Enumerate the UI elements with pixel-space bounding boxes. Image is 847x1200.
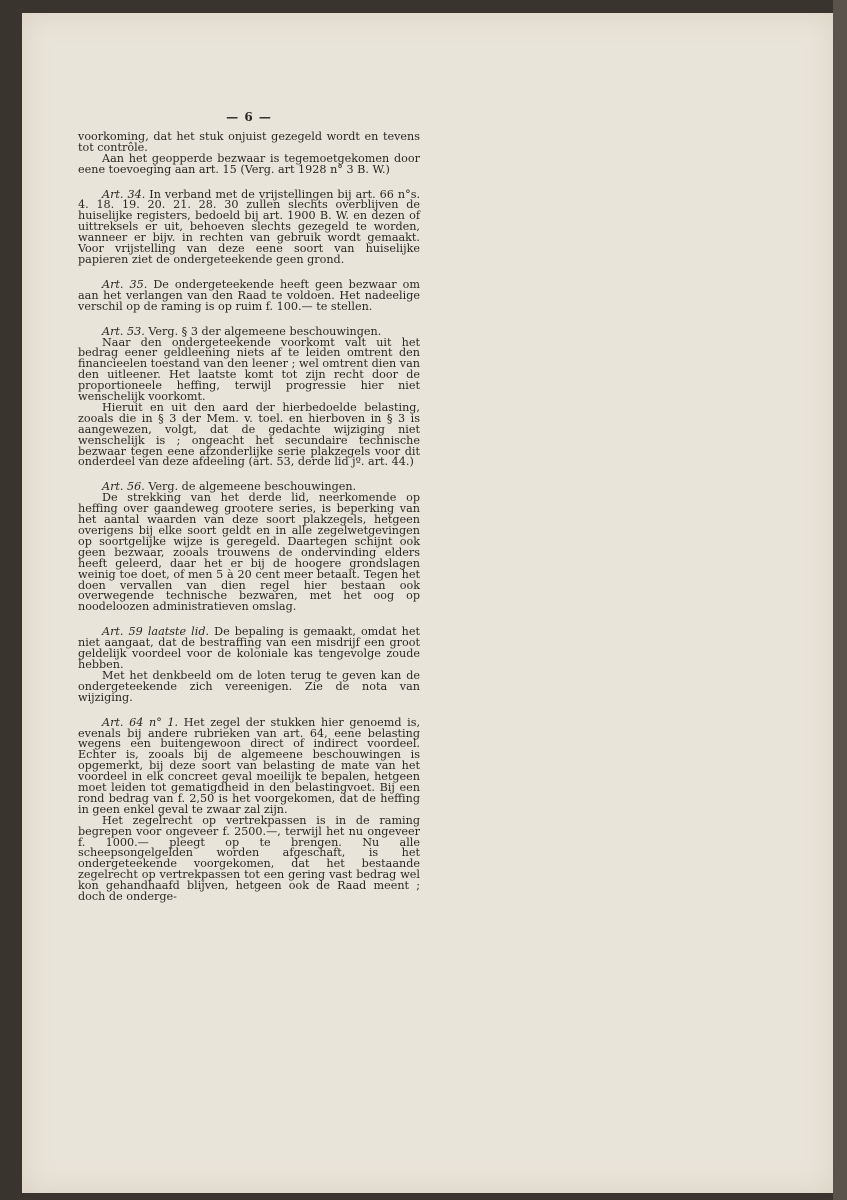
paragraph [78,668,420,704]
paragraph-text: Verg. § 3 der algemeene beschouwingen. [144,324,382,338]
article-label: Art. 53. [102,324,145,338]
paragraph [78,277,420,313]
section-art-64 [78,715,421,904]
text-column [78,112,420,903]
article-label: Art. 56. [102,480,145,494]
paragraph-text: voorkoming, dat het stuk onjuist gezegeld wordt en tevens tot contrôle. [78,129,420,154]
paragraph-text: Het zegel der stukken hier genoemd is, evenals bij andere rubrieken van art. 64, eene belasting wegens een buitengewoon direct of indirect voordeel. Echter is, zooals bij de algemeene beschouwingen is opgemerkt, bij deze soort van belasting de mate van het voordeel in elk concreet geval moeilijk te bepalen, hetgeen moet leiden tot gematigdheid in den belastingvoet. Bij een rond bedrag van f. 2,50 is het voorgekomen, dat de heffing in geen enkel geval te zwaar zal zijn. [78,715,421,816]
paragraph [78,627,420,671]
paragraph [78,151,420,176]
paragraph [78,187,421,266]
article-label: Art. 59 laatste lid. [102,625,210,639]
section-art-34 [78,187,421,266]
paragraph [78,335,420,404]
section-intro [78,129,420,176]
paragraph-text: Hieruit en uit den aard der hierbedoelde belasting, zooals die in § 3 der Mem. v. toel. en hierboven in § 3 is aangewezen, volgt, dat de gedachte wijziging niet wenschelijk is ; ongeacht het secundaire technische bezwaar tegen eene afzonderlijke serie plakzegels voor dit onderdeel van deze afdeeling (art. 53, derde lid jº. art. 44.) [78,400,420,469]
paragraph-text: Aan het geopperde bezwaar is tegemoetgekomen door eene toevoeging aan art. 15 (Verg. art 1928 n° 3 B. W.) [78,151,420,176]
section-art-53 [78,324,420,469]
paragraph [78,715,421,816]
article-label: Art. 34. [102,187,146,201]
scan-edge [833,0,847,1200]
paragraph-text: De bepaling is gemaakt, omdat het niet aangaat, dat de bestraffing van een misdrijf een groot geldelijk voordeel voor de koloniale kas tengevolge zoude hebben. [78,625,420,671]
paragraph [78,813,420,904]
section-art-56 [78,482,420,613]
paragraph [78,493,420,613]
paragraph-text: Met het denkbeeld om de loten terug te geven kan de ondergeteekende zich vereenigen. Zie de nota van wijziging. [78,668,420,704]
paragraph-text: Het zegelrecht op vertrekpassen is in de raming begrepen voor ongeveer f. 2500.—, terwijl het nu ongeveer f. 1000.— pleegt op te brengen. Nu alle scheepsongelgelden worden afgeschaft, is het ondergeteekende voorgekomen, dat het bestaande zegelrecht op vertrekpassen tot een gering vast bedrag wel kon gehandhaafd blijven, hetgeen ook de Raad meent ; doch de onderge- [78,813,420,904]
paragraph-text: De strekking van het derde lid, neerkomende op heffing over gaandeweg grootere series, is beperking van het aantal waarden van deze soort plakzegels, hetgeen overigens bij elke soort geldt en in alle zegelwetgevingen op soortgelijke wijze is geregeld. Daartegen schijnt ook geen bezwaar, zooals trouwens de ondervinding elders heeft geleerd, daar het er bij de hoogere grondslagen weinig toe doet, of men 5 à 20 cent meer betaalt. Tegen het doen vervallen van dien regel hier bestaan ook overwegende technische bezwaren, met het oog op noodeloozen administratieven omslag. [78,491,420,614]
paragraph [78,129,420,154]
paragraph-text: De ondergeteekende heeft geen bezwaar om aan het verlangen van den Raad te voldoen. Het nadeelige verschil op de raming is op ruim f. 100.— te stellen. [78,277,420,313]
section-art-59 [78,627,420,703]
paragraph [78,400,420,469]
section-art-35 [78,277,420,313]
paragraph-text: Naar den ondergeteekende voorkomt valt uit het bedrag eener geldleening niets af te leiden omtrent den financieelen toestand van den leener ; wel omtrent dien van den uitleener. Het laatste komt tot zijn recht door de proportioneele heffing, terwijl progressie hier niet wenschelijk voorkomt. [78,335,420,404]
article-label: Art. 64 n° 1. [102,715,179,729]
article-label: Art. 35. [102,277,148,291]
page-number: — 6 — [226,110,272,124]
paragraph-text: In verband met de vrijstellingen bij art. 66 n°s. 4. 18. 19. 20. 21. 28. 30 zullen slechts overblijven de huiselijke registers, bedoeld bij art. 1900 B. W. en dezen of uittreksels er uit, behoeven slechts gezegeld te worden, wanneer er bijv. in rechten van gebruik wordt gemaakt. Voor vrijstelling van deze eene soort van huiselijke papieren ziet de ondergeteekende geen grond. [78,187,421,266]
paragraph-text: Verg. de algemeene beschouwingen. [144,480,357,494]
